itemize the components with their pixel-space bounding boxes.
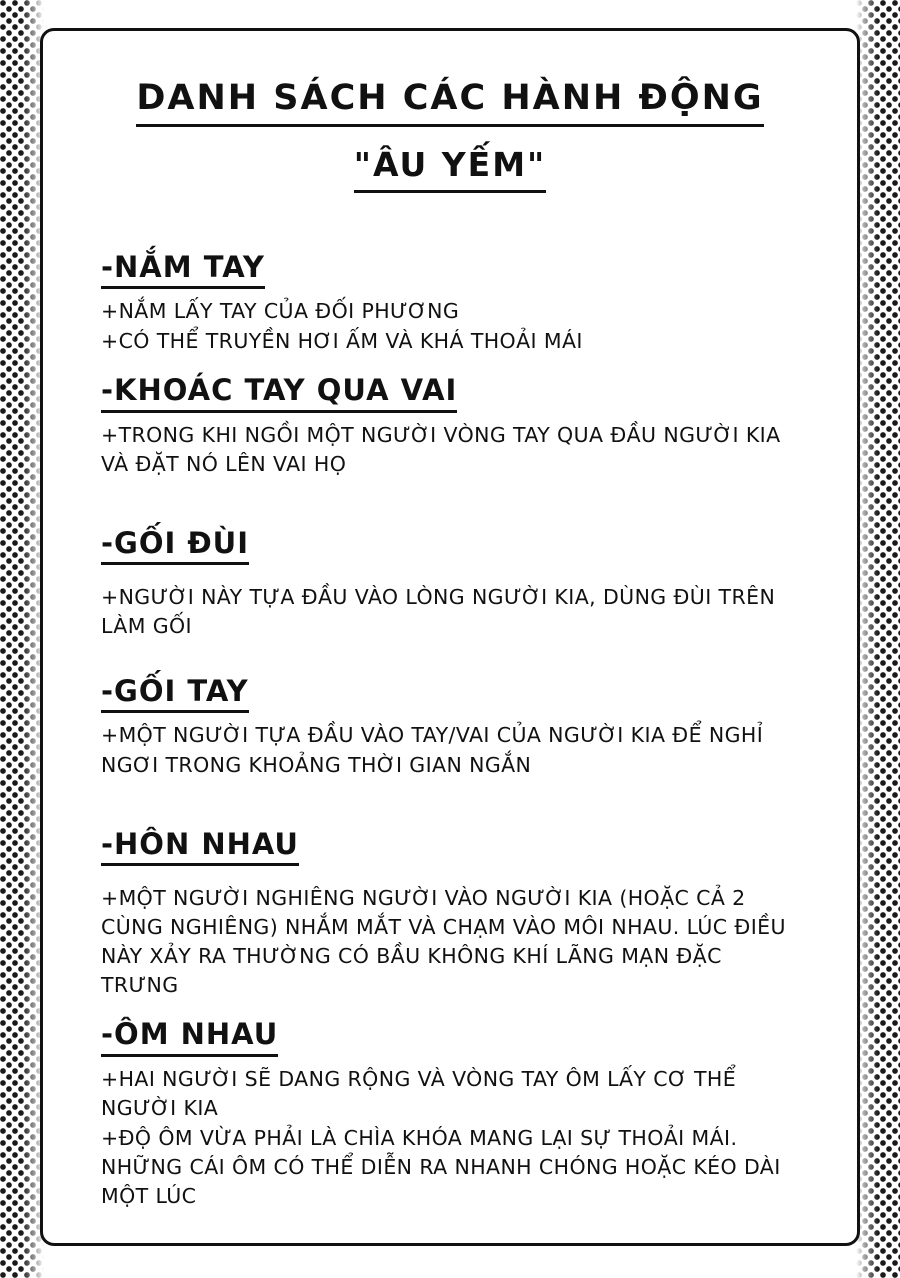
list-item: +CÓ THỂ TRUYỀN HƠI ẤM VÀ KHÁ THOẢI MÁI xyxy=(101,329,583,354)
document-sheet xyxy=(40,28,860,1246)
section-heading: -HÔN NHAU xyxy=(101,826,299,866)
list-item: +MỘT NGƯỜI NGHIÊNG NGƯỜI VÀO NGƯỜI KIA (HOẶC CẢ 2 CÙNG NGHIÊNG) NHẮM MẮT VÀ CHẠM VÀO MÔI NHAU. LÚC ĐIỀU NÀY XẢY RA THƯỜNG CÓ BẦU KHÔNG KHÍ LÃNG MẠN ĐẶC TRƯNG xyxy=(101,885,786,998)
title-line-2: "ÂU YẾM" xyxy=(354,143,546,193)
halftone-border-left xyxy=(0,0,44,1278)
section-bullets xyxy=(101,421,799,479)
section-om-nhau xyxy=(101,1016,799,1211)
section-goi-dui xyxy=(101,525,799,641)
spacer xyxy=(101,362,799,372)
section-nam-tay xyxy=(101,249,799,356)
list-item: +HAI NGƯỜI SẼ DANG RỘNG VÀ VÒNG TAY ÔM LẤY CƠ THỂ NGƯỜI KIA xyxy=(101,1066,737,1120)
spacer xyxy=(101,1006,799,1016)
section-heading: -NẮM TAY xyxy=(101,249,265,289)
section-khoac-tay-qua-vai xyxy=(101,372,799,478)
section-goi-tay xyxy=(101,673,799,779)
section-bullets xyxy=(101,884,799,1000)
spacer xyxy=(101,647,799,673)
section-hon-nhau xyxy=(101,826,799,1001)
spacer xyxy=(101,573,799,583)
section-heading: -GỐI ĐÙI xyxy=(101,525,249,565)
list-item: +ĐỘ ÔM VỪA PHẢI LÀ CHÌA KHÓA MANG LẠI SỰ THOẢI MÁI. NHỮNG CÁI ÔM CÓ THỂ DIỄN RA NHANH CHÓNG HOẶC KÉO DÀI MỘT LÚC xyxy=(101,1125,781,1209)
title-line-1: DANH SÁCH CÁC HÀNH ĐỘNG xyxy=(136,75,763,127)
section-heading: -KHOÁC TAY QUA VAI xyxy=(101,372,457,412)
section-bullets xyxy=(101,1065,799,1212)
spacer xyxy=(101,786,799,826)
section-bullets xyxy=(101,721,799,779)
spacer xyxy=(101,874,799,884)
section-bullets xyxy=(101,583,799,641)
list-item: +NGƯỜI NÀY TỰA ĐẦU VÀO LÒNG NGƯỜI KIA, DÙNG ĐÙI TRÊN LÀM GỐI xyxy=(101,584,776,639)
section-heading: -ÔM NHAU xyxy=(101,1016,278,1056)
list-item: +NẮM LẤY TAY CỦA ĐỐI PHƯƠNG xyxy=(101,299,460,324)
list-item: +TRONG KHI NGỒI MỘT NGƯỜI VÒNG TAY QUA ĐẦU NGƯỜI KIA VÀ ĐẶT NÓ LÊN VAI HỌ xyxy=(101,422,781,476)
spacer xyxy=(101,485,799,525)
section-heading: -GỐI TAY xyxy=(101,673,249,713)
page-title xyxy=(101,75,799,193)
halftone-border-right xyxy=(856,0,900,1278)
list-item: +MỘT NGƯỜI TỰA ĐẦU VÀO TAY/VAI CỦA NGƯỜI KIA ĐỂ NGHỈ NGƠI TRONG KHOẢNG THỜI GIAN NGẮN xyxy=(101,723,764,777)
section-bullets xyxy=(101,297,799,356)
document-body xyxy=(43,31,857,1246)
